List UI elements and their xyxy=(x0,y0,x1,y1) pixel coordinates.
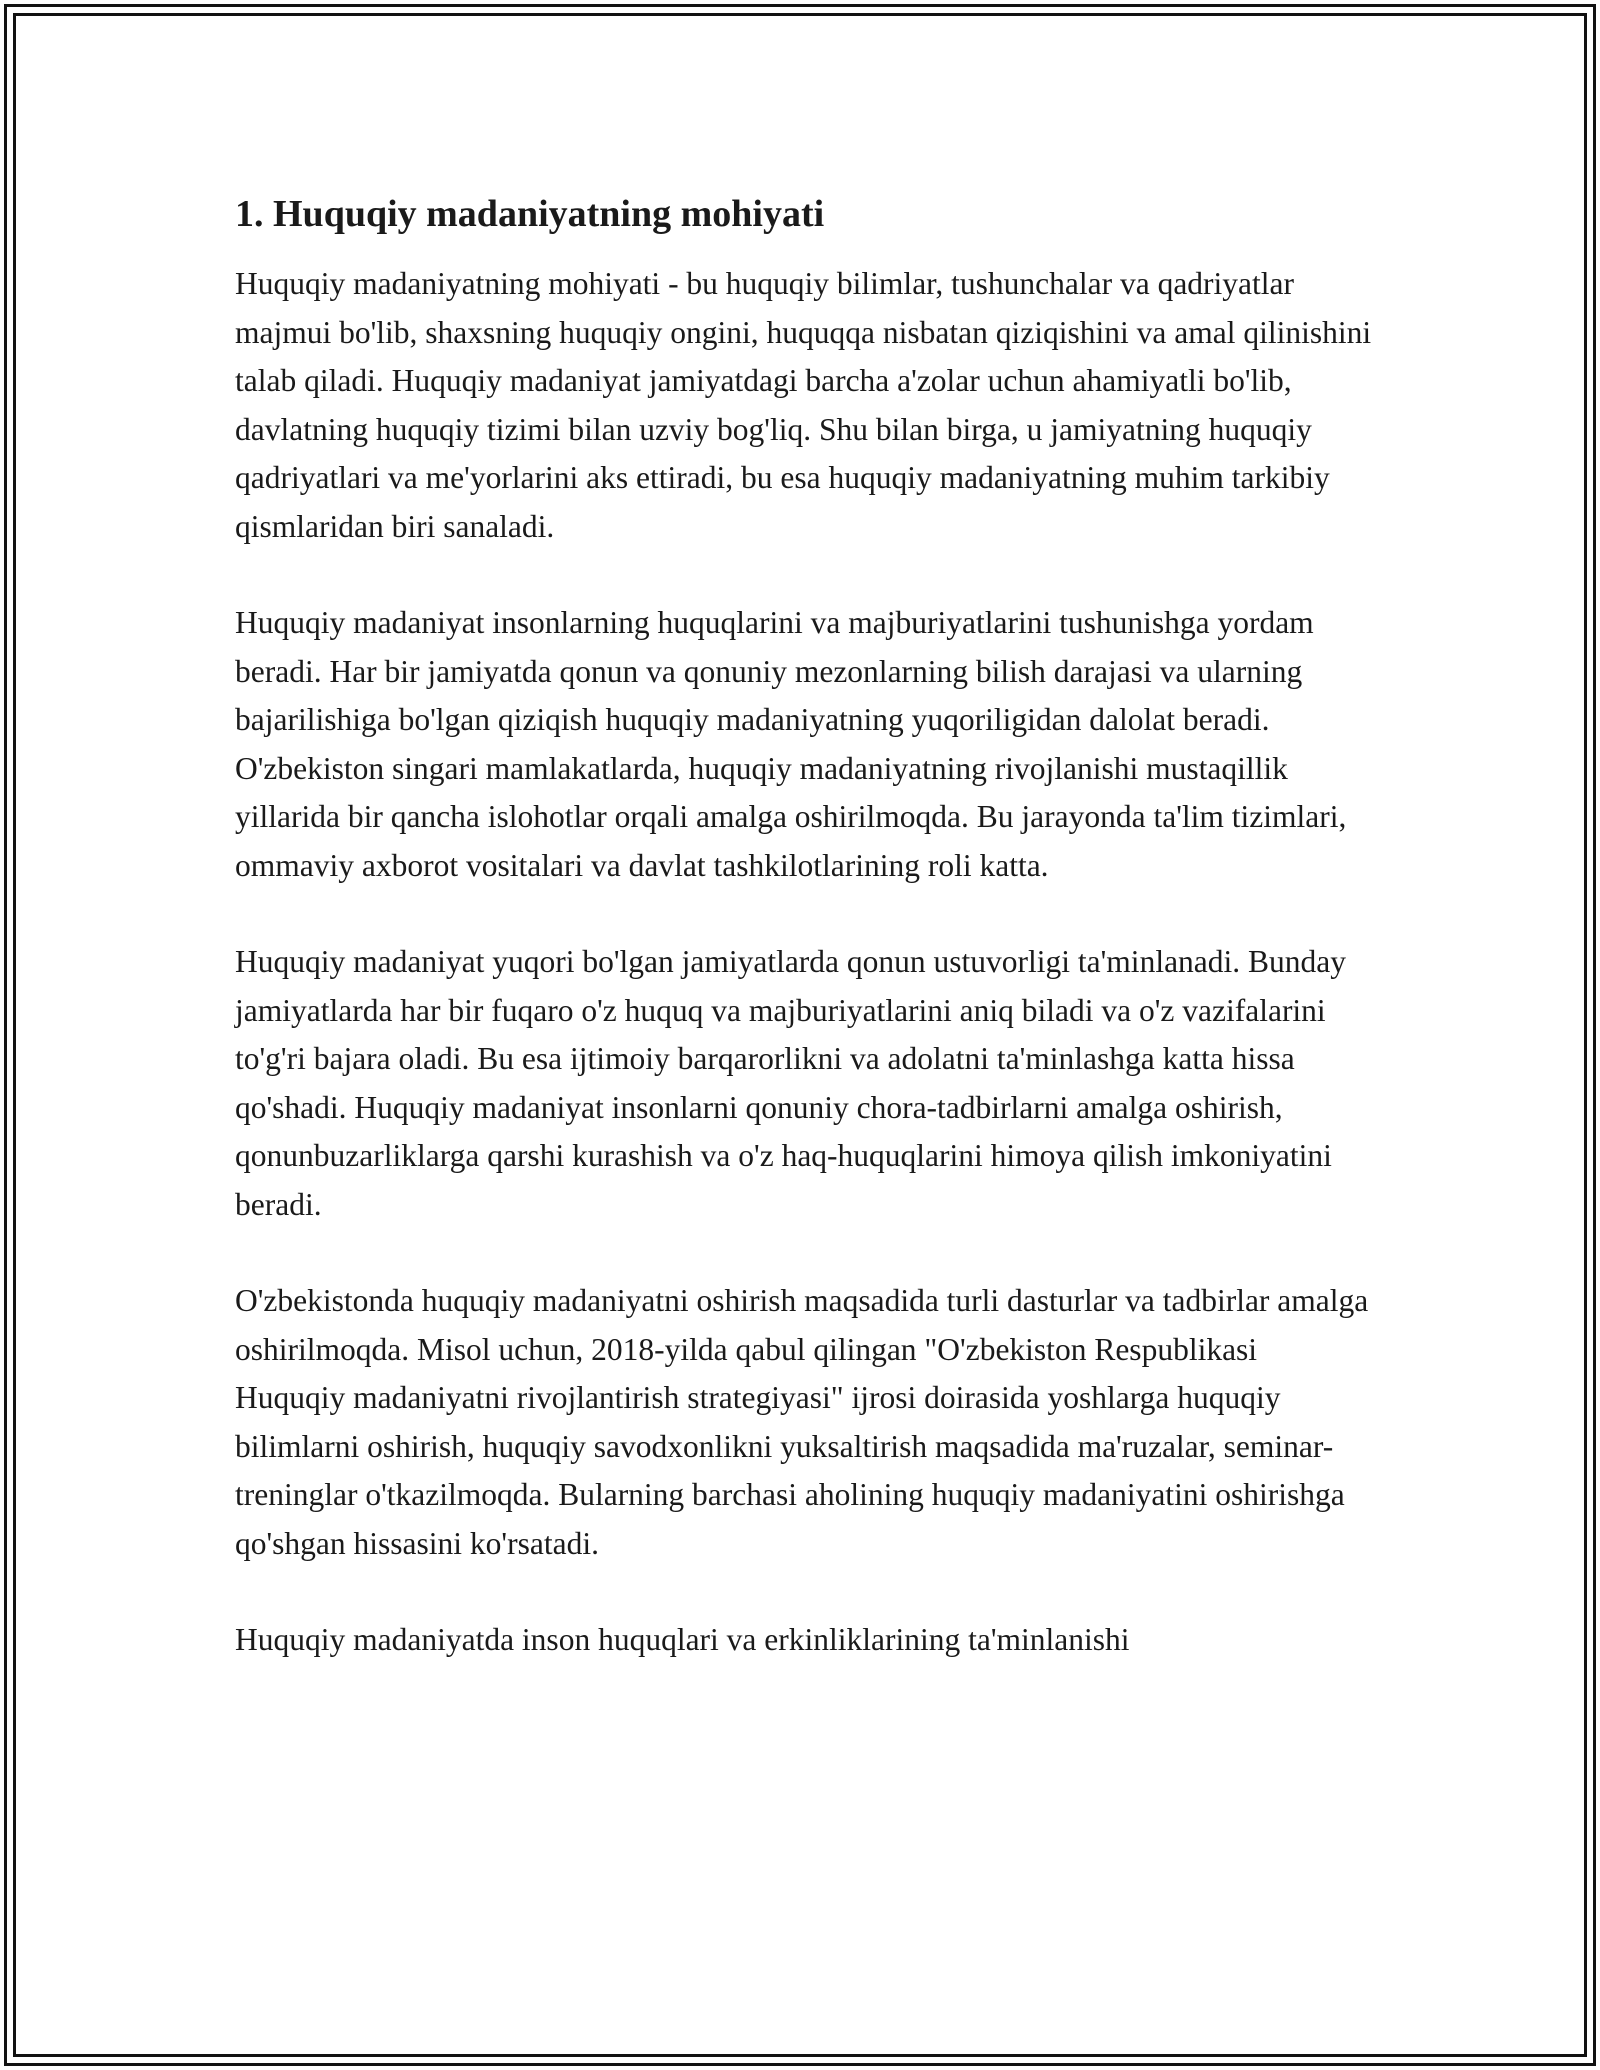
section-heading: 1. Huquqiy madaniyatning mohiyati xyxy=(235,193,825,235)
paragraph: Huquqiy madaniyat insonlarning huquqlarini va majburiyatlarini tushunishga yordam beradi. Har bir jamiyatda qonun va qonuniy mezonlarning bilish darajasi va ularning bajarilishiga bo'lgan qiziqish huquqiy madaniyatning yuqoriligidan dalolat beradi. O'zbekiston singari mamlakatlarda, huquqiy madaniyatning rivojlanishi mustaqillik yillarida bir qancha islohotlar orqali amalga oshirilmoqda. Bu jarayonda ta'lim tizimlari, ommaviy axborot vositalari va davlat tashkilotlarining roli katta. xyxy=(235,605,1347,883)
paragraph: Huquqiy madaniyatda inson huquqlari va erkinliklarining ta'minlanishi xyxy=(235,1622,1130,1657)
document-body xyxy=(235,188,1375,1713)
paragraph: Huquqiy madaniyat yuqori bo'lgan jamiyatlarda qonun ustuvorligi ta'minlanadi. Bunday jamiyatlarda har bir fuqaro o'z huquq va majburiyatlarini aniq biladi va o'z vazifalarini to'g'ri bajara oladi. Bu esa ijtimoiy barqarorlikni va adolatni ta'minlashga katta hissa qo'shadi. Huquqiy madaniyat insonlarni qonuniy chora-tadbirlarni amalga oshirish, qonunbuzarliklarga qarshi kurashish va o'z haq-huquqlarini himoya qilish imkoniyatini beradi. xyxy=(235,944,1347,1222)
paragraph: Huquqiy madaniyatning mohiyati - bu huquqiy bilimlar, tushunchalar va qadriyatlar majmui bo'lib, shaxsning huquqiy ongini, huquqqa nisbatan qiziqishini va amal qilinishini talab qiladi. Huquqiy madaniyat jamiyatdagi barcha a'zolar uchun ahamiyatli bo'lib, davlatning huquqiy tizimi bilan uzviy bog'liq. Shu bilan birga, u jamiyatning huquqiy qadriyatlari va me'yorlarini aks ettiradi, bu esa huquqiy madaniyatning muhim tarkibiy qismlaridan biri sanaladi. xyxy=(235,266,1372,544)
paragraph: O'zbekistonda huquqiy madaniyatni oshirish maqsadida turli dasturlar va tadbirlar amalga oshirilmoqda. Misol uchun, 2018-yilda qabul qilingan "O'zbekiston Respublikasi Huquqiy madaniyatni rivojlantirish strategiyasi" ijrosi doirasida yoshlarga huquqiy bilimlarni oshirish, huquqiy savodxonlikni yuksaltirish maqsadida ma'ruzalar, seminar-treninglar o'tkazilmoqda. Bularning barchasi aholining huquqiy madaniyatini oshirishga qo'shgan hissasini ko'rsatadi. xyxy=(235,1283,1369,1561)
